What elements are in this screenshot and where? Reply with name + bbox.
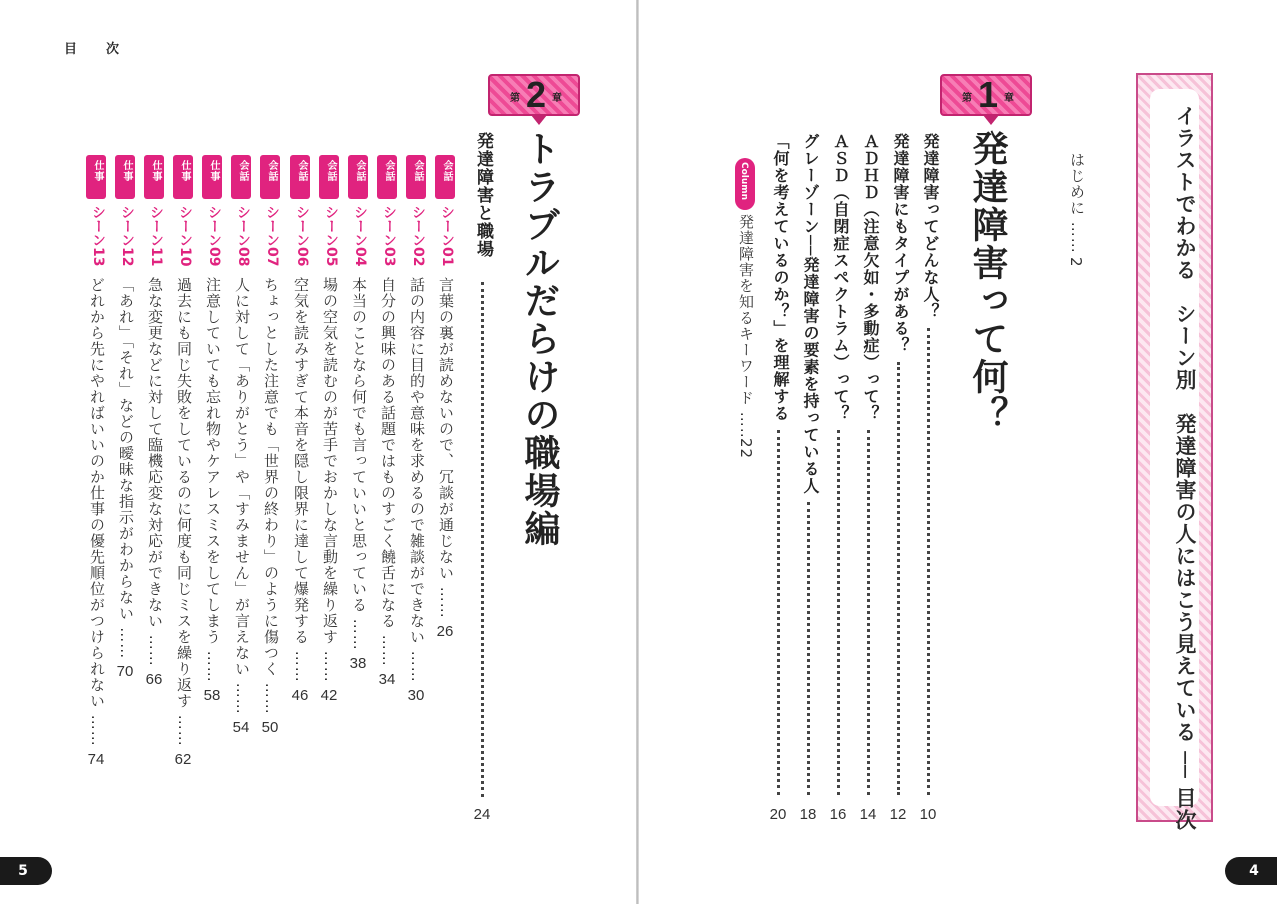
scene-title: 本当のことなら何でも言っていいと思っている …… — [350, 277, 368, 651]
book-title-frame — [1136, 73, 1213, 831]
toc-mark: 目 次 — [64, 42, 128, 57]
scene-title: どれから先にやればいいのか仕事の優先順位がつけられない …… — [88, 277, 106, 747]
scene-label-group — [144, 155, 166, 266]
chapter-sho: 章 — [1004, 93, 1014, 104]
scene-category-text: 仕事 — [179, 160, 190, 182]
scene-label-group — [406, 155, 428, 266]
page-ref: 18 — [799, 806, 817, 823]
page-ref: 74 — [87, 751, 105, 768]
scene-title: 過去にも同じ失敗をしているのに何度も同じミスを繰り返す …… — [175, 277, 193, 747]
scene-category-tag — [435, 155, 455, 199]
chapter1-entry-title: グレーゾーン──発達障害の要素を持っている人 — [801, 133, 820, 495]
scene-category-text: 会話 — [325, 160, 336, 182]
chapter1-title: 発達障害って何？ — [967, 130, 1008, 434]
page-ref: 16 — [829, 806, 847, 823]
page-ref: 46 — [291, 687, 309, 704]
leader-dots — [481, 282, 484, 797]
scene-number: シーン08 — [235, 205, 251, 267]
leader-dots — [867, 430, 870, 795]
scene-title: 人に対して「ありがとう」や「すみません」が言えない …… — [233, 277, 251, 715]
page-ref: 58 — [203, 687, 221, 704]
intro-entry: はじめに …… — [1068, 152, 1086, 254]
scene-category-tag — [260, 155, 280, 199]
chapter2-subtitle: 発達障害と職場 — [473, 132, 493, 258]
page-number-left: 5 — [0, 857, 52, 885]
leader-dots — [927, 328, 930, 795]
scene-category-tag — [86, 155, 106, 199]
page-ref: 24 — [473, 806, 491, 823]
scene-label-group — [231, 155, 253, 266]
scene-category-text: 会話 — [412, 160, 423, 182]
page-ref: 34 — [378, 671, 396, 688]
leader-dots — [807, 502, 810, 795]
chapter2-badge — [488, 74, 580, 116]
scene-category-tag — [319, 155, 339, 199]
scene-category-tag — [115, 155, 135, 199]
scene-title: 場の空気を読むのが苦手でおかしな言動を繰り返す …… — [321, 277, 339, 683]
scene-label-group — [260, 155, 282, 266]
page-ref: 20 — [769, 806, 787, 823]
scene-label-group — [377, 155, 399, 266]
page-ref: 62 — [174, 751, 192, 768]
scene-number: シーン11 — [148, 205, 164, 267]
scene-number: シーン09 — [206, 205, 222, 267]
book-title: イラストでわかる シーン別 発達障害の人にはこう見えている ── 目次 — [1173, 105, 1197, 831]
page-ref: 42 — [320, 687, 338, 704]
scene-title: 話の内容に目的や意味を求めるので雑談ができない …… — [408, 277, 426, 683]
scene-number: シーン03 — [381, 205, 397, 267]
page-ref: 70 — [116, 663, 134, 680]
scene-category-tag — [231, 155, 251, 199]
scene-category-tag — [202, 155, 222, 199]
scene-title: 言葉の裏が読めないので、冗談が通じない …… — [437, 277, 455, 619]
scene-category-text: 会話 — [354, 160, 365, 182]
scene-category-text: 仕事 — [150, 160, 161, 182]
scene-title: 空気を読みすぎて本音を隠し限界に達して爆発する …… — [292, 277, 310, 683]
scene-category-tag — [290, 155, 310, 199]
scene-category-text: 会話 — [441, 160, 452, 182]
scene-label-group — [86, 155, 108, 266]
scene-category-text: 会話 — [237, 160, 248, 182]
scene-label-group — [173, 155, 195, 266]
scene-title: 急な変更などに対して臨機応変な対応ができない …… — [146, 277, 164, 667]
scene-label-group — [435, 155, 457, 266]
scene-title: 「あれ」「それ」などの曖昧な指示がわからない …… — [117, 277, 135, 660]
page-gutter — [636, 0, 639, 904]
chapter1-entry-title: 発達障害にもタイプがある？ — [891, 133, 910, 354]
scene-label-group — [202, 155, 224, 266]
column-entry: 発達障害を知るキーワード …… — [737, 214, 755, 444]
scene-category-tag — [144, 155, 164, 199]
chapter1-entry-title: 「何を考えているのか？」を理解する — [771, 133, 790, 422]
page-ref: 26 — [436, 623, 454, 640]
scene-category-text: 会話 — [266, 160, 277, 182]
chapter1-entry-title: ＡＤＨＤ（注意欠如・多動症）って？ — [861, 133, 880, 422]
chapter-dai: 第 — [962, 93, 972, 104]
scene-category-text: 会話 — [383, 160, 394, 182]
scene-number: シーン04 — [352, 205, 368, 267]
scene-number: シーン07 — [264, 205, 280, 267]
scene-label-group — [115, 155, 137, 266]
scene-number: シーン05 — [323, 205, 339, 267]
page-ref: 10 — [919, 806, 937, 823]
scene-category-text: 仕事 — [92, 160, 103, 182]
chapter2-title: トラブルだらけの職場編 — [519, 130, 560, 548]
page-ref: 12 — [889, 806, 907, 823]
scene-title: 自分の興味のある話題ではものすごく饒舌になる …… — [379, 277, 397, 667]
page-ref: 14 — [859, 806, 877, 823]
column-tag: Column — [735, 158, 755, 210]
scene-title: 注意していても忘れ物やケアレスミスをしてしまう …… — [204, 277, 222, 683]
scene-category-text: 会話 — [296, 160, 307, 182]
scene-title: ちょっとした注意でも「世界の終わり」のように傷つく …… — [262, 277, 280, 715]
intro-page: 2 — [1067, 257, 1085, 268]
scene-category-tag — [348, 155, 368, 199]
chapter1-entry-title: 発達障害ってどんな人？ — [921, 133, 940, 320]
scene-category-text: 仕事 — [208, 160, 219, 182]
page-ref: 54 — [232, 719, 250, 736]
chapter-sho: 章 — [552, 93, 562, 104]
scene-number: シーン06 — [294, 205, 310, 267]
page-ref: 50 — [261, 719, 279, 736]
chapter-number: 1 — [978, 74, 999, 115]
column-page: 22 — [737, 438, 755, 460]
scene-label-group — [290, 155, 312, 266]
page-ref: 66 — [145, 671, 163, 688]
scene-category-text: 仕事 — [121, 160, 132, 182]
scene-number: シーン12 — [119, 205, 135, 267]
scene-number: シーン10 — [177, 205, 193, 267]
chapter1-entry-title: ＡＳＤ（自閉症スペクトラム）って？ — [831, 133, 850, 422]
scene-number: シーン13 — [90, 205, 106, 267]
leader-dots — [897, 362, 900, 795]
page-number-right: 4 — [1225, 857, 1277, 885]
leader-dots — [837, 430, 840, 795]
scene-number: シーン01 — [439, 205, 455, 267]
chapter-number: 2 — [526, 74, 547, 115]
page-ref: 38 — [349, 655, 367, 672]
chapter-dai: 第 — [510, 93, 520, 104]
scene-label-group — [319, 155, 341, 266]
scene-number: シーン02 — [410, 205, 426, 267]
scene-category-tag — [406, 155, 426, 199]
leader-dots — [777, 430, 780, 795]
scene-label-group — [348, 155, 370, 266]
chapter1-badge — [940, 74, 1032, 116]
scene-category-tag — [377, 155, 397, 199]
scene-category-tag — [173, 155, 193, 199]
page-ref: 30 — [407, 687, 425, 704]
